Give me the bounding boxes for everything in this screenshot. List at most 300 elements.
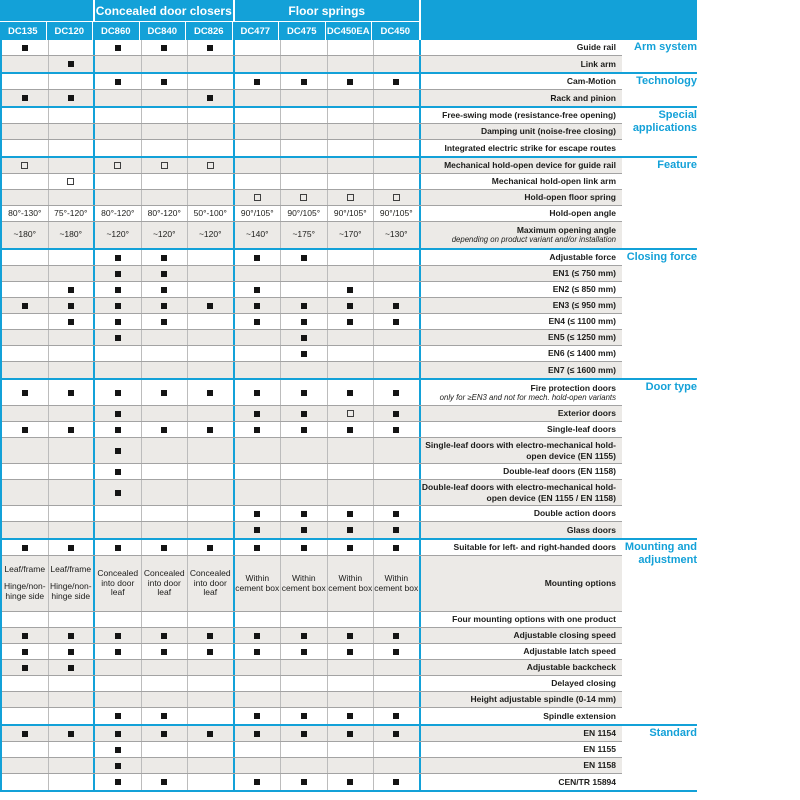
feature-label-text: Free-swing mode (resistance-free opening) [442,110,616,121]
mark-cell [374,506,421,521]
mark-cell [188,346,235,361]
feature-row [2,628,622,644]
feature-label [421,774,623,790]
filled-square-icon [161,713,167,719]
mark-cell [374,480,421,505]
feature-label [421,644,623,659]
mark-cell [281,628,328,643]
mark-cell [281,522,328,538]
filled-square-icon [301,511,307,517]
mark-cell [374,692,421,707]
feature-label [421,480,623,505]
mark-cell [2,40,49,55]
filled-square-icon [347,731,353,737]
column-header-row [0,22,419,40]
product-column-header: DC135 [0,22,47,40]
filled-square-icon [393,511,399,517]
mark-cell [281,174,328,189]
mark-cell [188,628,235,643]
filled-square-icon [347,303,353,309]
feature-row [2,742,622,758]
mark-cell [328,422,375,437]
feature-row [2,708,622,724]
mark-cell [328,406,375,421]
feature-row [2,774,622,790]
mark-cell [188,540,235,555]
mark-cell [95,174,142,189]
filled-square-icon [393,713,399,719]
feature-label-text: EN 1154 [583,728,616,739]
mark-cell [374,282,421,297]
mark-cell [374,314,421,329]
filled-square-icon [68,731,74,737]
mark-cell [374,422,421,437]
mark-cell [2,708,49,724]
mark-cell [142,298,189,313]
filled-square-icon [115,287,121,293]
mark-cell [374,108,421,123]
filled-square-icon [254,527,260,533]
feature-row [2,266,622,282]
mark-cell [374,438,421,463]
mark-cell [235,692,282,707]
mark-cell [328,282,375,297]
mark-cell [281,56,328,72]
filled-square-icon [22,303,28,309]
filled-square-icon [161,545,167,551]
feature-label-text: EN6 (≤ 1400 mm) [548,348,616,359]
filled-square-icon [207,633,213,639]
filled-square-icon [393,649,399,655]
filled-square-icon [115,427,121,433]
mark-cell: ~120° [95,222,142,248]
mark-cell [328,362,375,378]
mark-cell [374,266,421,281]
feature-label-text: EN5 (≤ 1250 mm) [548,332,616,343]
mark-cell [188,158,235,173]
mark-cell [328,612,375,627]
product-column-header: DC450 [372,22,419,40]
filled-square-icon [68,319,74,325]
mark-cell [49,380,96,405]
mark-cell [49,406,96,421]
filled-square-icon [115,448,121,454]
mark-cell [235,124,282,139]
mark-cell [281,758,328,773]
mark-cell: ~120° [142,222,189,248]
filled-square-icon [254,411,260,417]
mark-cell [95,140,142,156]
mark-cell [328,266,375,281]
filled-square-icon [393,779,399,785]
feature-row [2,140,622,156]
open-square-icon [347,194,354,201]
section [0,248,697,378]
feature-label [421,676,623,691]
mark-cell [2,282,49,297]
mark-cell [235,522,282,538]
mounting-option-text: Hinge/non-hinge side [49,581,92,601]
mark-cell [328,708,375,724]
feature-row [2,406,622,422]
filled-square-icon [22,45,28,51]
mark-cell [142,158,189,173]
mark-cell [188,742,235,757]
mark-cell [235,346,282,361]
filled-square-icon [301,731,307,737]
mark-cell [49,140,96,156]
filled-square-icon [161,649,167,655]
mark-cell: 50°-100° [188,206,235,221]
filled-square-icon [115,271,121,277]
mark-cell [142,140,189,156]
feature-label [421,422,623,437]
mark-cell [281,406,328,421]
mark-cell [374,742,421,757]
mark-cell [235,406,282,421]
feature-label-text: Single-leaf doors with electro-mechanical hold-open device (EN 1155) [425,440,616,461]
mark-cell [142,742,189,757]
mark-cell [95,540,142,555]
mark-cell [49,612,96,627]
feature-label-text: Four mounting options with one product [452,614,616,625]
filled-square-icon [393,303,399,309]
section-category-label: Technology [636,75,697,87]
mark-cell [2,506,49,521]
mark-cell [49,438,96,463]
feature-row [2,124,622,140]
feature-label-text: Glass doors [566,524,616,535]
mark-cell [235,314,282,329]
mounting-option-text: Within cement box [374,572,419,593]
mark-cell [188,480,235,505]
mark-cell [235,758,282,773]
mark-cell [95,692,142,707]
mark-cell [142,380,189,405]
mark-cell [2,124,49,139]
mark-cell [328,758,375,773]
mark-cell [188,612,235,627]
mark-cell [2,726,49,741]
section-category-label: Closing force [626,251,697,263]
mark-cell [142,108,189,123]
table-body [0,40,697,792]
filled-square-icon [68,427,74,433]
filled-square-icon [347,633,353,639]
feature-row [2,522,622,538]
mark-cell [2,298,49,313]
table-header [0,0,697,40]
feature-row [2,362,622,378]
mark-cell [95,644,142,659]
mark-cell [328,742,375,757]
filled-square-icon [347,511,353,517]
mark-cell [374,250,421,265]
feature-label [421,90,623,106]
filled-square-icon [301,255,307,261]
mark-cell [142,346,189,361]
mark-cell [49,174,96,189]
open-square-icon [21,162,28,169]
open-square-icon [114,162,121,169]
mark-cell [188,330,235,345]
mark-cell: ~180° [49,222,96,248]
mark-cell [328,190,375,205]
filled-square-icon [161,271,167,277]
mark-cell [328,124,375,139]
mark-cell [235,282,282,297]
mark-cell [142,676,189,691]
filled-square-icon [22,390,28,396]
mark-cell [2,556,49,611]
feature-label [421,506,623,521]
feature-label-text: Damping unit (noise-free closing) [480,126,616,137]
mark-cell: ~130° [374,222,421,248]
feature-label [421,660,623,675]
mark-cell [328,74,375,89]
mark-cell: ~140° [235,222,282,248]
mark-cell [281,644,328,659]
feature-label [421,314,623,329]
feature-label-text: Adjustable force [549,252,616,263]
mark-cell [281,330,328,345]
mark-cell [374,124,421,139]
filled-square-icon [254,779,260,785]
filled-square-icon [115,747,121,753]
filled-square-icon [347,649,353,655]
filled-square-icon [115,633,121,639]
mark-cell [49,190,96,205]
feature-label-text: Suitable for left- and right-handed doors [453,542,616,553]
mark-cell [328,438,375,463]
filled-square-icon [161,303,167,309]
mark-cell [95,108,142,123]
mark-cell [281,90,328,106]
mark-cell [328,314,375,329]
mark-cell [2,56,49,72]
mark-cell [142,406,189,421]
feature-row [2,692,622,708]
filled-square-icon [347,527,353,533]
mark-cell [142,692,189,707]
section-category-label: Arm system [634,41,697,53]
mark-cell [95,464,142,479]
mark-cell [235,506,282,521]
filled-square-icon [254,427,260,433]
mark-cell [49,774,96,790]
filled-square-icon [161,287,167,293]
mounting-option-text: Leaf/frame [50,564,92,575]
mark-cell [374,464,421,479]
mark-cell [2,660,49,675]
filled-square-icon [207,427,213,433]
mark-cell [328,380,375,405]
mark-cell [188,726,235,741]
mark-cell [95,774,142,790]
mark-cell [281,506,328,521]
feature-label [421,556,623,611]
mark-cell [142,628,189,643]
mark-cell [281,464,328,479]
mark-cell [374,158,421,173]
open-square-icon [393,194,400,201]
mark-cell [281,190,328,205]
mark-cell [2,522,49,538]
filled-square-icon [254,633,260,639]
feature-label [421,758,623,773]
mark-cell [95,158,142,173]
filled-square-icon [301,351,307,357]
mark-cell [374,174,421,189]
mark-cell [49,758,96,773]
mark-cell: 90°/105° [328,206,375,221]
mark-cell [328,158,375,173]
mark-cell [142,438,189,463]
filled-square-icon [301,319,307,325]
mounting-option-text: Leaf/frame [4,564,46,575]
filled-square-icon [115,731,121,737]
mark-cell [2,250,49,265]
mark-cell [95,380,142,405]
feature-label [421,298,623,313]
mark-cell [49,422,96,437]
mark-cell [49,644,96,659]
mark-cell [188,422,235,437]
filled-square-icon [161,255,167,261]
mark-cell [281,692,328,707]
mark-cell [328,298,375,313]
open-square-icon [207,162,214,169]
feature-label-text: Double-leaf doors (EN 1158) [503,466,616,477]
mounting-option-text: Within cement box [281,572,326,593]
mark-cell [188,90,235,106]
mark-cell [2,480,49,505]
mark-cell [2,108,49,123]
filled-square-icon [161,427,167,433]
mark-cell [188,314,235,329]
mark-cell [95,480,142,505]
mark-cell [235,190,282,205]
mark-cell [2,74,49,89]
feature-row [2,758,622,774]
section [0,106,697,156]
mark-cell [95,506,142,521]
mark-cell [95,298,142,313]
mark-cell [142,540,189,555]
mark-cell [281,124,328,139]
filled-square-icon [254,731,260,737]
mark-cell: 90°/105° [235,206,282,221]
mark-cell [235,464,282,479]
feature-row [2,676,622,692]
mark-cell [188,676,235,691]
feature-label-text: Spindle extension [543,710,616,721]
feature-label-text: Cam-Motion [566,76,616,87]
feature-label [421,362,623,378]
mark-cell [374,774,421,790]
filled-square-icon [393,79,399,85]
feature-sublabel-text: depending on product variant and/or installation [451,235,616,245]
feature-label [421,206,623,221]
mounting-option-text: Concealed into door leaf [143,567,185,598]
feature-label [421,380,623,405]
mark-cell [142,480,189,505]
feature-row [2,330,622,346]
mark-cell [95,628,142,643]
feature-label-text: Rack and pinion [550,92,616,103]
filled-square-icon [207,303,213,309]
mark-cell [281,74,328,89]
filled-square-icon [207,95,213,101]
feature-label-text: Double-leaf doors with electro-mechanical hold-open device (EN 1155 / EN 1158) [421,482,616,503]
mark-cell [49,40,96,55]
mark-cell [328,250,375,265]
filled-square-icon [301,411,307,417]
mark-cell [95,266,142,281]
filled-square-icon [22,95,28,101]
mark-cell [49,676,96,691]
feature-label-text: EN1 (≤ 750 mm) [552,268,616,279]
feature-label [421,282,623,297]
mark-cell [2,540,49,555]
mark-cell [49,540,96,555]
mark-cell [49,108,96,123]
open-square-icon [347,410,354,417]
feature-row [2,298,622,314]
filled-square-icon [207,731,213,737]
mark-cell [235,422,282,437]
feature-label-text: Double action doors [533,508,616,519]
mark-cell [281,726,328,741]
filled-square-icon [115,545,121,551]
filled-square-icon [393,427,399,433]
mark-cell: ~180° [2,222,49,248]
mark-cell [281,158,328,173]
mark-cell [95,90,142,106]
mark-cell [142,330,189,345]
feature-row [2,346,622,362]
mark-cell [49,480,96,505]
filled-square-icon [254,713,260,719]
mark-cell [95,726,142,741]
mark-cell [374,74,421,89]
feature-row [2,40,622,56]
filled-square-icon [347,287,353,293]
feature-label-text: Height adjustable spindle (0-14 mm) [470,694,616,705]
mark-cell [374,90,421,106]
filled-square-icon [207,649,213,655]
feature-row [2,90,622,106]
filled-square-icon [254,319,260,325]
mark-cell [281,362,328,378]
filled-square-icon [254,79,260,85]
filled-square-icon [115,303,121,309]
feature-row [2,380,622,406]
mark-cell [95,406,142,421]
mark-cell [235,298,282,313]
filled-square-icon [393,731,399,737]
mark-cell [95,758,142,773]
mark-cell [2,266,49,281]
mark-cell [95,438,142,463]
feature-row [2,644,622,660]
mark-cell: 80°-120° [95,206,142,221]
product-column-header: DC840 [140,22,187,40]
mark-cell [281,346,328,361]
filled-square-icon [161,79,167,85]
mark-cell [188,644,235,659]
mark-cell [2,362,49,378]
